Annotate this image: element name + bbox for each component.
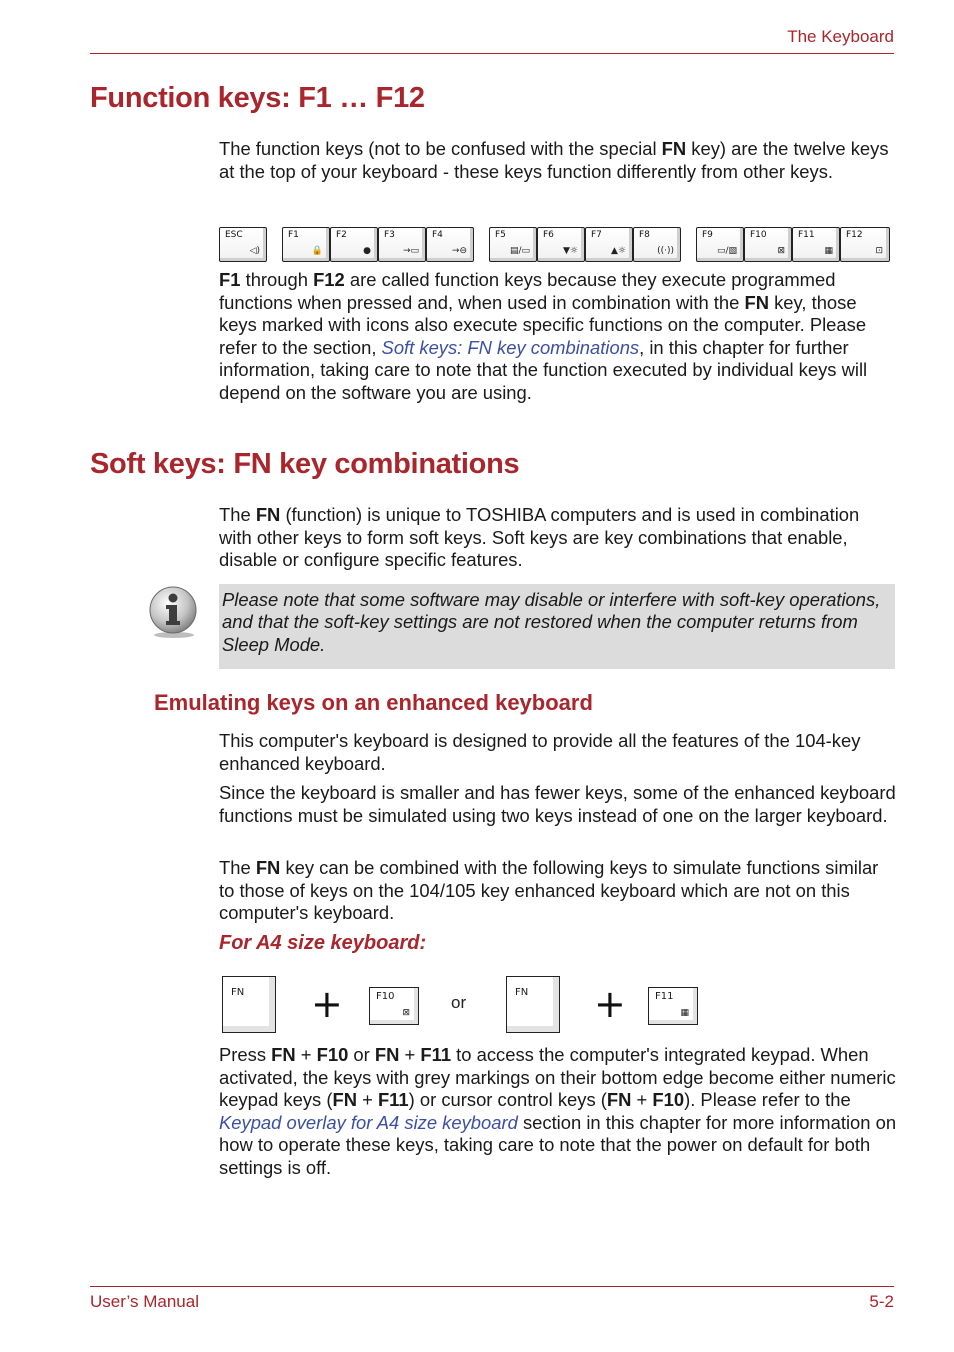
f10-key [369, 987, 419, 1025]
plus-sign: + [311, 982, 343, 1026]
numeric-mode-icon: ▦ [824, 246, 833, 256]
power-plan-icon: ● [363, 246, 371, 256]
key-f12 [840, 227, 890, 262]
key-label: F12 [846, 230, 863, 240]
manual-name: User’s Manual [90, 1292, 199, 1311]
running-header: The Keyboard [787, 27, 894, 46]
brightness-down-icon: ▼☼ [563, 246, 578, 256]
bold-text: FN [744, 291, 769, 313]
text-run: (function) is unique to TOSHIBA computers and is used in combination with other keys to form soft keys. Soft keys are key combinations that enable, disable or configure specific features. [219, 504, 860, 571]
bold-text: F1 [219, 269, 241, 290]
bold-text: F11 [420, 1044, 452, 1065]
section-title-function-keys: Function keys: F1 … F12 [90, 82, 425, 114]
page-number: 5-2 [869, 1292, 894, 1311]
key-label: F11 [655, 991, 674, 1002]
bold-text: FN [661, 138, 687, 159]
brightness-up-icon: ▲☼ [611, 246, 626, 256]
text-run: section in this chapter for more information on how to operate these keys, taking care to note that the power on default for both settings is off. [219, 1111, 897, 1178]
text-run: to access the computer's integrated keypad. When activated, the keys with grey markings on their bottom edge become either numeric keypad keys ( [219, 1044, 896, 1111]
arrow-mode-icon: ⊠ [777, 246, 785, 256]
text-run: + [399, 1044, 421, 1065]
text-run: are called function keys because they execute programmed functions when pressed and, when used in combination with the [219, 269, 836, 313]
or-label: or [451, 993, 467, 1012]
fn-key-combination-figure [219, 975, 719, 1035]
hibernate-icon: →⊖ [451, 246, 467, 256]
emulating-paragraph-3 [219, 857, 897, 925]
key-label: F3 [384, 230, 395, 240]
key-label: FN [231, 987, 245, 998]
text-run: or [348, 1044, 375, 1065]
function-keys-description [219, 269, 897, 405]
text-run: Since the keyboard is smaller and has fewer keys, some of the enhanced keyboard functions must be simulated using two keys instead of one on the larger keyboard. [219, 782, 896, 826]
scroll-lock-icon: ⊡ [875, 246, 883, 256]
key-label: F10 [750, 230, 767, 240]
text-run: The function keys (not to be confused with the special [219, 138, 662, 159]
subsection-title-emulating-keys: Emulating keys on an enhanced keyboard [154, 690, 593, 715]
key-f2 [330, 227, 378, 262]
fn-key [222, 976, 276, 1033]
plus-sign: + [594, 982, 626, 1026]
note-box: Please note that some software may disable or interfere with soft-key operations, and that the soft-key settings are not restored when the computer returns from Sleep Mode. [219, 584, 895, 669]
emulating-paragraph-2 [219, 782, 897, 827]
text-run: + [295, 1044, 317, 1065]
bold-text: FN [374, 1044, 400, 1065]
key-label: F8 [639, 230, 650, 240]
key-f1 [282, 227, 330, 262]
text-run: Press [219, 1044, 272, 1065]
key-f4 [426, 227, 474, 262]
arrow-mode-icon: ⊠ [402, 1008, 410, 1018]
bold-text: FN [255, 504, 281, 525]
footer-rule [90, 1286, 894, 1287]
text-run: key can be combined with the following keys to simulate functions similar to those of keys on the 104/105 key enhanced keyboard which are not on this computer's keyboard. [219, 857, 879, 924]
bold-text: FN [255, 857, 281, 878]
text-run: ). Please refer to the [684, 1089, 851, 1111]
key-f10 [744, 227, 792, 262]
bold-text: F11 [377, 1089, 409, 1111]
text-run: key, those keys marked with icons also execute specific functions on the computer. Please refer to the section, [219, 291, 867, 358]
a4-keyboard-heading: For A4 size keyboard: [219, 932, 427, 954]
wireless-icon: ((·)) [657, 246, 674, 256]
key-label: F9 [702, 230, 713, 240]
bold-text: F10 [316, 1044, 349, 1065]
sleep-icon: →▭ [402, 246, 419, 256]
key-f9 [696, 227, 744, 262]
text-run: + [631, 1089, 653, 1111]
bold-text: FN [271, 1044, 296, 1065]
key-f6 [537, 227, 585, 262]
text-run: This computer's keyboard is designed to provide all the features of the 104-key enhanced keyboard. [219, 730, 861, 774]
text-run: key) are the twelve keys at the top of your keyboard - these keys function differently from other keys. [219, 138, 889, 182]
key-esc [219, 227, 267, 262]
text-run: , in this chapter for further information, taking care to note that the function executed by individual keys will depend on the software you are using. [219, 336, 868, 403]
bold-text: F10 [652, 1089, 685, 1111]
key-label: F5 [495, 230, 506, 240]
text-run: ) or cursor control keys ( [408, 1089, 607, 1111]
text-run: The [219, 504, 256, 525]
touchpad-icon: ▭/▧ [716, 246, 737, 256]
soft-keys-intro [219, 504, 897, 572]
lock-icon: 🔒 [311, 246, 323, 256]
header-rule [90, 53, 894, 54]
key-label: FN [515, 987, 529, 998]
key-f5 [489, 227, 537, 262]
key-f11 [792, 227, 840, 262]
fn-key [506, 976, 560, 1033]
text-run: The [219, 857, 256, 878]
key-label: F1 [288, 230, 299, 240]
cross-reference-link[interactable]: Keypad overlay for A4 size keyboard [219, 1111, 518, 1133]
key-label: F2 [336, 230, 347, 240]
key-label: F10 [376, 991, 395, 1002]
emulating-paragraph-1 [219, 730, 897, 775]
function-key-row [219, 227, 895, 264]
numeric-mode-icon: ▦ [680, 1008, 689, 1018]
key-label: F11 [798, 230, 815, 240]
key-f7 [585, 227, 633, 262]
bold-text: FN [332, 1089, 357, 1111]
key-f8 [633, 227, 681, 262]
cross-reference-link[interactable]: Soft keys: FN key combinations [381, 336, 640, 358]
speaker-icon: ◁) [249, 246, 260, 256]
info-icon [148, 585, 200, 639]
key-f3 [378, 227, 426, 262]
text-run: + [356, 1089, 378, 1111]
keypad-instructions [219, 1044, 897, 1180]
text-run: through [240, 269, 314, 290]
display-switch-icon: ▤/▭ [509, 246, 530, 256]
key-label: F7 [591, 230, 602, 240]
f11-key [648, 987, 698, 1025]
bold-text: FN [606, 1089, 632, 1111]
key-label: ESC [225, 230, 243, 240]
key-label: F6 [543, 230, 554, 240]
bold-text: F12 [313, 269, 345, 290]
section-title-soft-keys: Soft keys: FN key combinations [90, 448, 520, 480]
function-keys-intro [219, 138, 897, 183]
key-label: F4 [432, 230, 443, 240]
